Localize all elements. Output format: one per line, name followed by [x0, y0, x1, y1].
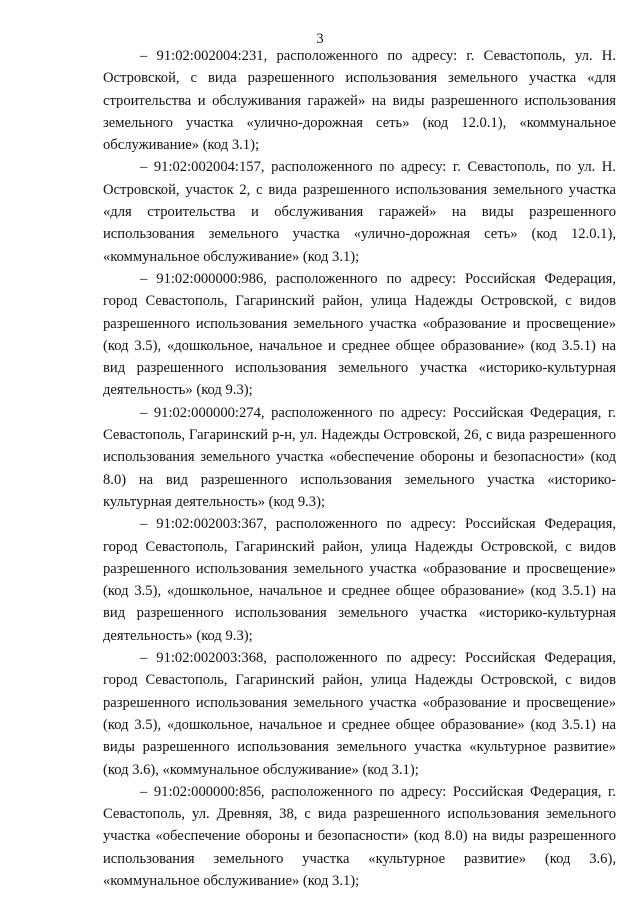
document-body — [103, 45, 616, 892]
paragraph-parcel-986: – 91:02:000000:986, расположенного по адресу: Российская Федерация, город Севастополь, Гагаринский район, улица Надежды Островской, с видов разрешенного использования земельного участка «образование и просвещение» (код 3.5), «дошкольное, начальное и среднее общее образование» (код 3.5.1) на вид разрешенного использования земельного участка «историко-культурная деятельность» (код 9.3); — [103, 270, 616, 399]
paragraph-parcel-367: – 91:02:002003:367, расположенного по адресу: Российская Федерация, город Севастополь, Гагаринский район, улица Надежды Островской, с видов разрешенного использования земельного участка «образование и просвещение» (код 3.5), «дошкольное, начальное и среднее общее образование» (код 3.5.1) на вид разрешенного использования земельного участка «историко-культурная деятельность» (код 9.3); — [103, 516, 616, 644]
paragraph-parcel-157: – 91:02:002004:157, расположенного по адресу: г. Севастополь, по ул. Н. Островской, участок 2, с вида разрешенного использования земельного участка «для строительства и обслуживания гаражей» на виды разрешенного использования земельного участка «улично-дорожная сеть» (код 12.0.1), «коммунальное обслуживание» (код 3.1); — [103, 159, 616, 265]
page-number: 3 — [316, 31, 324, 47]
paragraph-parcel-274: – 91:02:000000:274, расположенного по адресу: Российская Федерация, г. Севастополь, Гагаринский р-н, ул. Надежды Островской, 26, с вида разрешенного использования земельного участка «обеспечение обороны и безопасности» (код 8.0) на вид разрешенного использования земельного участка «историко-культурная деятельность» (код 9.3); — [103, 404, 616, 510]
paragraph-parcel-231: – 91:02:002004:231, расположенного по адресу: г. Севастополь, ул. Н. Островской, с вида разрешенного использования земельного участка «для строительства и обслуживания гаражей» на виды разрешенного использования земельного участка «улично-дорожная сеть» (код 12.0.1), «коммунальное обслуживание» (код 3.1); — [103, 48, 616, 154]
paragraph-parcel-368: – 91:02:002003:368, расположенного по адресу: Российская Федерация, город Севастополь, Гагаринский район, улица Надежды Островской, с видов разрешенного использования земельного участка «образование и просвещение» (код 3.5), «дошкольное, начальное и среднее общее образование» (код 3.5.1) на виды разрешенного использования земельного участка «культурное развитие» (код 3.6), «коммунальное обслуживание» (код 3.1); — [103, 650, 616, 778]
paragraph-parcel-856: – 91:02:000000:856, расположенного по адресу: Российская Федерация, г. Севастополь, ул. Древняя, 38, с вида разрешенного использования земельного участка «обеспечение обороны и безопасности» (код 8.0) на виды разрешенного использования земельного участка «культурное развитие» (код 3.6), «коммунальное обслуживание» (код 3.1); — [103, 783, 616, 889]
